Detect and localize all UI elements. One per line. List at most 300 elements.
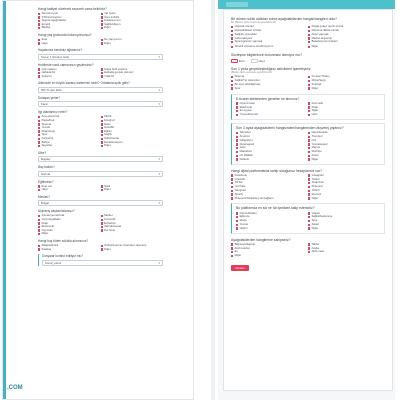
question-hint: (Birden fazla seçenek seçebilirsiniz) [231, 71, 273, 75]
option-label: Hiçbiri [239, 226, 248, 230]
checkbox-icon[interactable] [231, 41, 233, 43]
checkbox-option[interactable] [38, 232, 101, 236]
checkbox-icon[interactable] [236, 139, 238, 141]
option-label: Diğer [41, 232, 49, 236]
checkbox-icon[interactable] [236, 151, 238, 153]
option-label: Sinema [234, 75, 245, 79]
checkbox-icon[interactable] [231, 186, 233, 188]
option-label: Giyim/moda [239, 101, 255, 105]
checkbox-icon[interactable] [308, 147, 310, 149]
option-label: Moda [239, 219, 247, 223]
option-label: Bebek/çocuk ürünleri [311, 40, 338, 44]
checkbox-icon[interactable] [231, 243, 233, 245]
option-label: Hayır [41, 188, 49, 192]
checkbox-icon[interactable] [236, 220, 238, 222]
option-label: Eğlence [239, 215, 250, 219]
question-label: Son 1 yılda gerçekleştirdiğiniz aktiviteleri işaretleyiniz [231, 67, 311, 72]
question-label: Dolaşan yerler? [38, 95, 61, 100]
checkbox-icon[interactable] [308, 174, 310, 176]
checkbox-icon[interactable] [231, 197, 233, 199]
option-label: Elektronik [41, 225, 54, 229]
option-label: Spor [311, 219, 318, 223]
checkbox-icon[interactable] [231, 247, 233, 249]
checkbox-option[interactable] [101, 26, 164, 30]
checkbox-option[interactable] [101, 144, 164, 148]
options-grid [236, 102, 380, 117]
option-label: Elektronik [239, 105, 252, 109]
brand-logo: .COM [7, 385, 23, 391]
options-grid [38, 68, 163, 79]
question-label: Son 3 ayda aşağıdakilerin hangisinden/hangilerinden alışveriş yaptınız? [236, 125, 344, 130]
option-label: Getir [239, 146, 246, 150]
option-label: Kitap/dergi [41, 129, 55, 133]
checkbox-option[interactable] [231, 40, 308, 44]
option-label: Pinterest WhatsApp ile bağlantı [234, 196, 274, 200]
checkbox-icon[interactable] [308, 106, 310, 108]
option-label: Ev/dekorasyon [104, 140, 123, 144]
option-label: Discord [311, 192, 322, 196]
question-label: Hangi kuş türleri sıklıkla alınırsınız? [38, 239, 89, 244]
option-label: Online/internet üzerinden alışveriş [104, 244, 147, 248]
option-label: Hayır [41, 41, 49, 45]
checkbox-icon[interactable] [308, 87, 310, 89]
checkbox-icon[interactable] [308, 251, 310, 253]
checkbox-icon[interactable] [308, 102, 310, 104]
checkbox-option[interactable] [308, 40, 385, 44]
option-label: STK/sivil toplum [41, 15, 62, 19]
question-label: Alışveriş alışkanlıklarınız? [38, 209, 75, 214]
question-label: Bu platformda en sık ne tür içerikleri takip edersiniz? [236, 206, 315, 211]
checkbox-icon[interactable] [308, 143, 310, 145]
option-label: Yemek [41, 126, 51, 130]
question-label: Bir dönem sıklık aldıktan sonra aşağıdakilerden hangisi/hangileri oldu? [231, 17, 337, 21]
question-label: Eğitiminiz? [38, 179, 54, 184]
option-label: LC Waikiki [239, 153, 253, 157]
checkbox-icon[interactable] [101, 229, 103, 231]
checkbox-icon[interactable] [236, 143, 238, 145]
checkbox-icon[interactable] [38, 27, 40, 29]
checkbox-icon[interactable] [236, 106, 238, 108]
checkbox-icon[interactable] [308, 212, 310, 214]
question-label: Hangi dijital platformlarda sahip olduğunuz hesaplarınız var? [231, 168, 322, 173]
checkbox-option[interactable] [231, 197, 308, 201]
checkbox-icon[interactable] [231, 80, 233, 82]
option-label: İçecek/yemek/oda [41, 214, 65, 218]
checkbox-icon[interactable] [236, 114, 238, 116]
radio-label: Hayır [258, 59, 266, 64]
option-label: Ana görevimiz [41, 115, 60, 119]
checkbox-icon[interactable] [231, 193, 233, 195]
option-label: Bilirkişi [41, 26, 51, 30]
checkbox-option[interactable] [38, 42, 101, 46]
checkbox-icon[interactable] [231, 84, 233, 86]
checkbox-option[interactable] [308, 250, 385, 254]
checkbox-icon[interactable] [101, 189, 103, 191]
option-label: Koton [311, 153, 319, 157]
right-survey-panel [218, 0, 395, 400]
checkbox-icon[interactable] [38, 189, 40, 191]
options-grid [231, 75, 385, 90]
checkbox-icon[interactable] [101, 27, 103, 29]
option-label: Yemek [239, 222, 249, 226]
option-label: Diğer [104, 247, 111, 251]
checkbox-icon[interactable] [308, 30, 310, 32]
checkbox-icon[interactable] [308, 76, 310, 78]
option-label: Mağaza/butik [41, 244, 59, 248]
option-label: Akıllı telefon [234, 246, 250, 250]
checkbox-icon[interactable] [308, 136, 310, 138]
question-label: Hayatınıza kendiniz ağlarsınız? [38, 48, 83, 53]
option-label: Twitch [311, 188, 320, 192]
option-label: Sigorta aşağıdakiler [41, 19, 67, 23]
checkbox-icon[interactable] [308, 41, 310, 43]
checkbox-icon[interactable] [308, 190, 310, 192]
checkbox-icon[interactable] [38, 75, 40, 77]
option-label: Spor [234, 86, 241, 90]
option-label: Trendyol [311, 134, 323, 138]
radio-label: Evet [239, 59, 245, 64]
option-label: Yiyecek/içecek [239, 113, 258, 117]
checkbox-option[interactable] [231, 87, 308, 91]
nested-question [38, 254, 163, 266]
checkbox-icon[interactable] [308, 247, 310, 249]
options-grid [38, 115, 163, 147]
radio-icon[interactable] [231, 59, 238, 63]
option-label: Akıllı saat [311, 250, 324, 254]
checkbox-option[interactable] [101, 248, 164, 252]
question-label: Aşağıdakilerden hangilerine sahipsiniz? [231, 237, 291, 242]
checkbox-icon[interactable] [231, 26, 233, 28]
option-label: Diğer [104, 144, 111, 148]
checkbox-icon[interactable] [308, 26, 310, 28]
question-label: Hangi faaliyet sürelerini seçecek varsa belirtiniz? [38, 7, 107, 11]
option-label: Konser/Tiyatro [311, 75, 330, 79]
option-label: Migros [311, 146, 320, 150]
option-label: Güzellik [104, 126, 115, 130]
question-label: İlgi alanlarınız neler? [38, 110, 68, 115]
option-label: Dernek üyesi [41, 12, 58, 15]
option-label: Kariyer/iş [41, 137, 54, 140]
option-label: Telegram [234, 188, 247, 192]
option-label: LinkedIn [234, 177, 246, 181]
option-label: Yaşam [311, 211, 321, 215]
option-label: Ev [234, 250, 238, 254]
checkbox-option[interactable] [308, 87, 385, 91]
checkbox-icon[interactable] [308, 227, 310, 229]
checkbox-option[interactable] [38, 75, 101, 79]
option-label: Çok nadiren [41, 67, 57, 71]
checkbox-icon[interactable] [236, 155, 238, 157]
option-label: Kitap [311, 105, 318, 109]
question-section [231, 94, 385, 120]
option-label: Tablet [311, 242, 320, 246]
option-label: Bilgisayar/laptop [234, 242, 256, 246]
option-label: Yat üyesi [104, 12, 116, 15]
option-label: Gittigidiyor [239, 138, 253, 142]
option-label: Diğer [104, 41, 111, 45]
checkbox-option[interactable] [236, 158, 308, 162]
checkbox-icon[interactable] [308, 158, 310, 160]
option-label: Pasta/Kek [41, 119, 55, 123]
option-label: Diğer [234, 254, 242, 258]
option-label: Festival [311, 82, 322, 86]
question-section [231, 203, 385, 233]
checkbox-option[interactable] [308, 45, 385, 49]
option-label: Snapchat [311, 181, 324, 185]
question-label: Hangi yaş grubunda bulunuyorsunuz? [38, 32, 92, 37]
option-label: n11 [311, 138, 317, 142]
question-label: Ülke? [38, 150, 47, 155]
option-label: Pet shop [104, 228, 116, 232]
checkbox-icon[interactable] [236, 136, 238, 138]
checkbox-icon[interactable] [308, 139, 310, 141]
option-label: TikTok [234, 181, 243, 185]
options-grid [231, 174, 385, 201]
checkbox-option[interactable] [308, 227, 380, 231]
checkbox-icon[interactable] [236, 158, 238, 160]
checkbox-icon[interactable] [308, 182, 310, 184]
option-label: Sağlık/Tıp sistemleri [234, 79, 260, 83]
option-label: Bahçe [41, 140, 50, 144]
option-label: Gıda takviyesi [234, 36, 253, 40]
option-label: Araba [311, 246, 320, 250]
checkbox-option[interactable] [101, 229, 164, 233]
checkbox-icon[interactable] [231, 46, 233, 48]
checkbox-icon[interactable] [308, 34, 310, 36]
option-label: Hobi [311, 113, 318, 117]
checkbox-icon[interactable] [308, 224, 310, 226]
option-label: Sıkça hobi seçtiniz [104, 67, 128, 71]
checkbox-icon[interactable] [236, 147, 238, 149]
checkbox-icon[interactable] [231, 30, 233, 32]
option-label: Twitter [311, 177, 320, 181]
checkbox-icon[interactable] [308, 37, 310, 39]
option-label: Hepsiburada [311, 131, 328, 135]
option-label: Organik ürünler [234, 25, 254, 29]
left-form [38, 4, 163, 266]
option-label: Koleksiyoncu [104, 19, 121, 23]
checkbox-icon[interactable] [231, 87, 233, 89]
option-label: Defacto [239, 157, 250, 161]
option-label: Spor [41, 133, 48, 137]
checkbox-icon[interactable] [101, 248, 103, 250]
option-label: Sağlıklı yiyecekler [234, 32, 257, 36]
option-label: Şekil [104, 184, 111, 188]
checkbox-icon[interactable] [231, 251, 233, 253]
option-label: Facebook [234, 173, 247, 177]
checkbox-icon[interactable] [231, 76, 233, 78]
question-label: Ailenizde en büyük kazanç kaleminiz nedir? Ortalama aylık gelir? [38, 81, 130, 86]
question-hint: Bir (Birden fazla seçenek seçebilirsiniz) [231, 21, 277, 25]
option-label: Oyuncak [41, 228, 53, 232]
checkbox-icon[interactable] [231, 178, 233, 180]
option-label: Eğitim [104, 129, 112, 133]
options-grid [38, 244, 163, 251]
option-label: Fotoğraf [104, 119, 115, 123]
header-button[interactable] [226, 2, 248, 7]
option-label: Diyet yapmak [311, 32, 329, 36]
checkbox-icon[interactable] [38, 145, 40, 147]
option-label: Sağlık [104, 133, 112, 137]
option-label: Yılda bir [104, 74, 115, 78]
checkbox-icon[interactable] [308, 186, 310, 188]
option-label: Sinema [41, 122, 52, 126]
option-label: Spor/egzersiz yapmak [234, 40, 263, 44]
option-label: Spor kulübü [104, 15, 120, 19]
question-label: E-ticaret sitelerinden genelde ne alırsınız? [236, 96, 300, 101]
option-label: Diğer [311, 226, 319, 230]
dropdown[interactable]: Karar ▾ [38, 101, 163, 107]
question-label: Sözleşme bilgilerinizin bulunması isteniyor mu? [231, 52, 303, 57]
scrollbar[interactable] [211, 0, 215, 400]
checkbox-icon[interactable] [308, 80, 310, 82]
option-label: Çiçeksepeti [239, 142, 255, 146]
checkbox-icon[interactable] [231, 255, 233, 257]
dropdown[interactable]: Sonuç 1 üründen fazla ▾ [38, 54, 163, 60]
option-label: Instagram [311, 173, 325, 177]
checkbox-option[interactable] [308, 113, 380, 117]
option-label: Sanat [311, 222, 319, 226]
option-label: Sağlık/beslenme [311, 215, 333, 219]
option-label: Diğer [104, 188, 111, 192]
option-label: Seyahat [41, 144, 52, 148]
checkbox-option[interactable] [101, 42, 164, 46]
option-label: YouTube [234, 185, 246, 189]
dropdown[interactable]: 500 TL den fazla ▾ [38, 87, 163, 93]
option-label: Diğer [311, 109, 319, 113]
option-label: Pinterest [311, 185, 323, 189]
checkbox-icon[interactable] [308, 197, 310, 199]
option-label: Market alışverişi [311, 36, 332, 40]
radio-icon[interactable] [251, 59, 258, 63]
checkbox-icon[interactable] [38, 42, 40, 44]
option-label: Market [104, 214, 113, 218]
checkbox-icon[interactable] [308, 132, 310, 134]
option-label: Spotify [234, 192, 244, 196]
option-label: Güncel/Haber [239, 211, 257, 215]
submit-button[interactable]: Gönder [231, 265, 249, 271]
left-survey-panel [2, 0, 194, 400]
checkbox-icon[interactable] [308, 110, 310, 112]
question-label: Meslek? [38, 194, 50, 199]
option-label: Kitap [41, 221, 48, 225]
option-label: Müzik [104, 115, 112, 119]
checkbox-icon[interactable] [236, 227, 238, 229]
option-label: Teknoloji [239, 131, 251, 135]
checkbox-icon[interactable] [101, 75, 103, 77]
option-label: Evet var [41, 184, 52, 188]
radio-option[interactable] [251, 59, 266, 63]
options-grid [236, 212, 380, 231]
options-grid [38, 214, 163, 236]
checkbox-icon[interactable] [101, 145, 103, 147]
checkbox-icon[interactable] [236, 224, 238, 226]
checkbox-icon[interactable] [308, 84, 310, 86]
dropdown[interactable]: Normal ▾ [38, 171, 163, 177]
option-label: Takı/aksesuar [104, 225, 122, 229]
header-bar [218, 0, 395, 9]
option-label: Ayda bir [41, 74, 52, 78]
radio-option[interactable] [231, 59, 245, 63]
checkbox-option[interactable] [308, 197, 385, 201]
checkbox-icon[interactable] [308, 114, 310, 116]
checkbox-icon[interactable] [308, 220, 310, 222]
checkbox-icon[interactable] [236, 102, 238, 104]
checkbox-option[interactable] [231, 45, 308, 49]
option-label: Ev eşyası [239, 109, 252, 113]
option-label: Morhipo [311, 150, 322, 154]
checkbox-icon[interactable] [308, 193, 310, 195]
checkbox-icon[interactable] [231, 174, 233, 176]
checkbox-icon[interactable] [231, 182, 233, 184]
checkbox-icon[interactable] [236, 110, 238, 112]
option-label: Kilosuna dikkat etmek [311, 29, 339, 32]
option-label: Müze/Sergi [311, 79, 326, 83]
checkbox-option[interactable] [38, 26, 101, 30]
checkbox-option[interactable] [38, 248, 101, 252]
checkbox-icon[interactable] [308, 155, 310, 157]
checkbox-icon[interactable] [101, 42, 103, 44]
dropdown[interactable]: Bugday ▾ [38, 156, 163, 162]
checkbox-option[interactable] [38, 188, 101, 192]
option-label: Diğer [311, 157, 319, 161]
question-label: Dosyalar kontrol ediliyor mu? [42, 254, 84, 259]
option-label: Doğal gıdayı tercih etmek [311, 25, 344, 29]
checkbox-icon[interactable] [236, 212, 238, 214]
option-label: Diğer [311, 196, 319, 200]
checkbox-option[interactable] [236, 113, 308, 117]
checkbox-option[interactable] [38, 144, 101, 148]
option-label: Amazon [239, 134, 250, 138]
checkbox-icon[interactable] [308, 243, 310, 245]
question-label: Bay bakım? [38, 165, 55, 170]
option-label: Haftada gerçek olsunuz [104, 71, 134, 75]
option-label: Evet [41, 37, 48, 41]
question-section [231, 123, 385, 165]
checkbox-icon[interactable] [231, 190, 233, 192]
checkbox-option[interactable] [231, 254, 308, 258]
option-label: Kişisel/bitkisel ürünler [234, 29, 262, 32]
checkbox-icon[interactable] [231, 34, 233, 36]
option-label: Giyim/ayakkabı [41, 218, 61, 222]
dropdown[interactable]: Bulgat ▾ [38, 200, 163, 206]
options-grid [231, 243, 385, 258]
checkbox-icon[interactable] [236, 132, 238, 134]
options-grid [236, 131, 380, 161]
option-label: Ev/bahçe [104, 221, 116, 225]
checkbox-icon[interactable] [308, 178, 310, 180]
dropdown[interactable]: Sonuç yoktur ▾ [42, 260, 163, 266]
checkbox-icon[interactable] [308, 46, 310, 48]
question-label: Hobilerde nasıl zamanınızı geçirirsiniz? [38, 62, 94, 67]
option-label: Kozmetik [311, 101, 324, 105]
option-label: Diğer [311, 45, 319, 49]
checkbox-option[interactable] [101, 188, 164, 192]
option-label: Kozmetik [104, 218, 116, 222]
checkbox-option[interactable] [308, 158, 380, 162]
checkbox-option[interactable] [101, 75, 164, 79]
checkbox-icon[interactable] [231, 37, 233, 39]
options-grid [231, 45, 385, 49]
option-label: Diğer [104, 26, 111, 30]
checkbox-icon[interactable] [236, 216, 238, 218]
checkbox-icon[interactable] [38, 248, 40, 250]
checkbox-option[interactable] [236, 227, 308, 231]
checkbox-icon[interactable] [308, 216, 310, 218]
checkbox-icon[interactable] [38, 233, 40, 235]
radio-group [231, 59, 385, 63]
checkbox-icon[interactable] [308, 151, 310, 153]
